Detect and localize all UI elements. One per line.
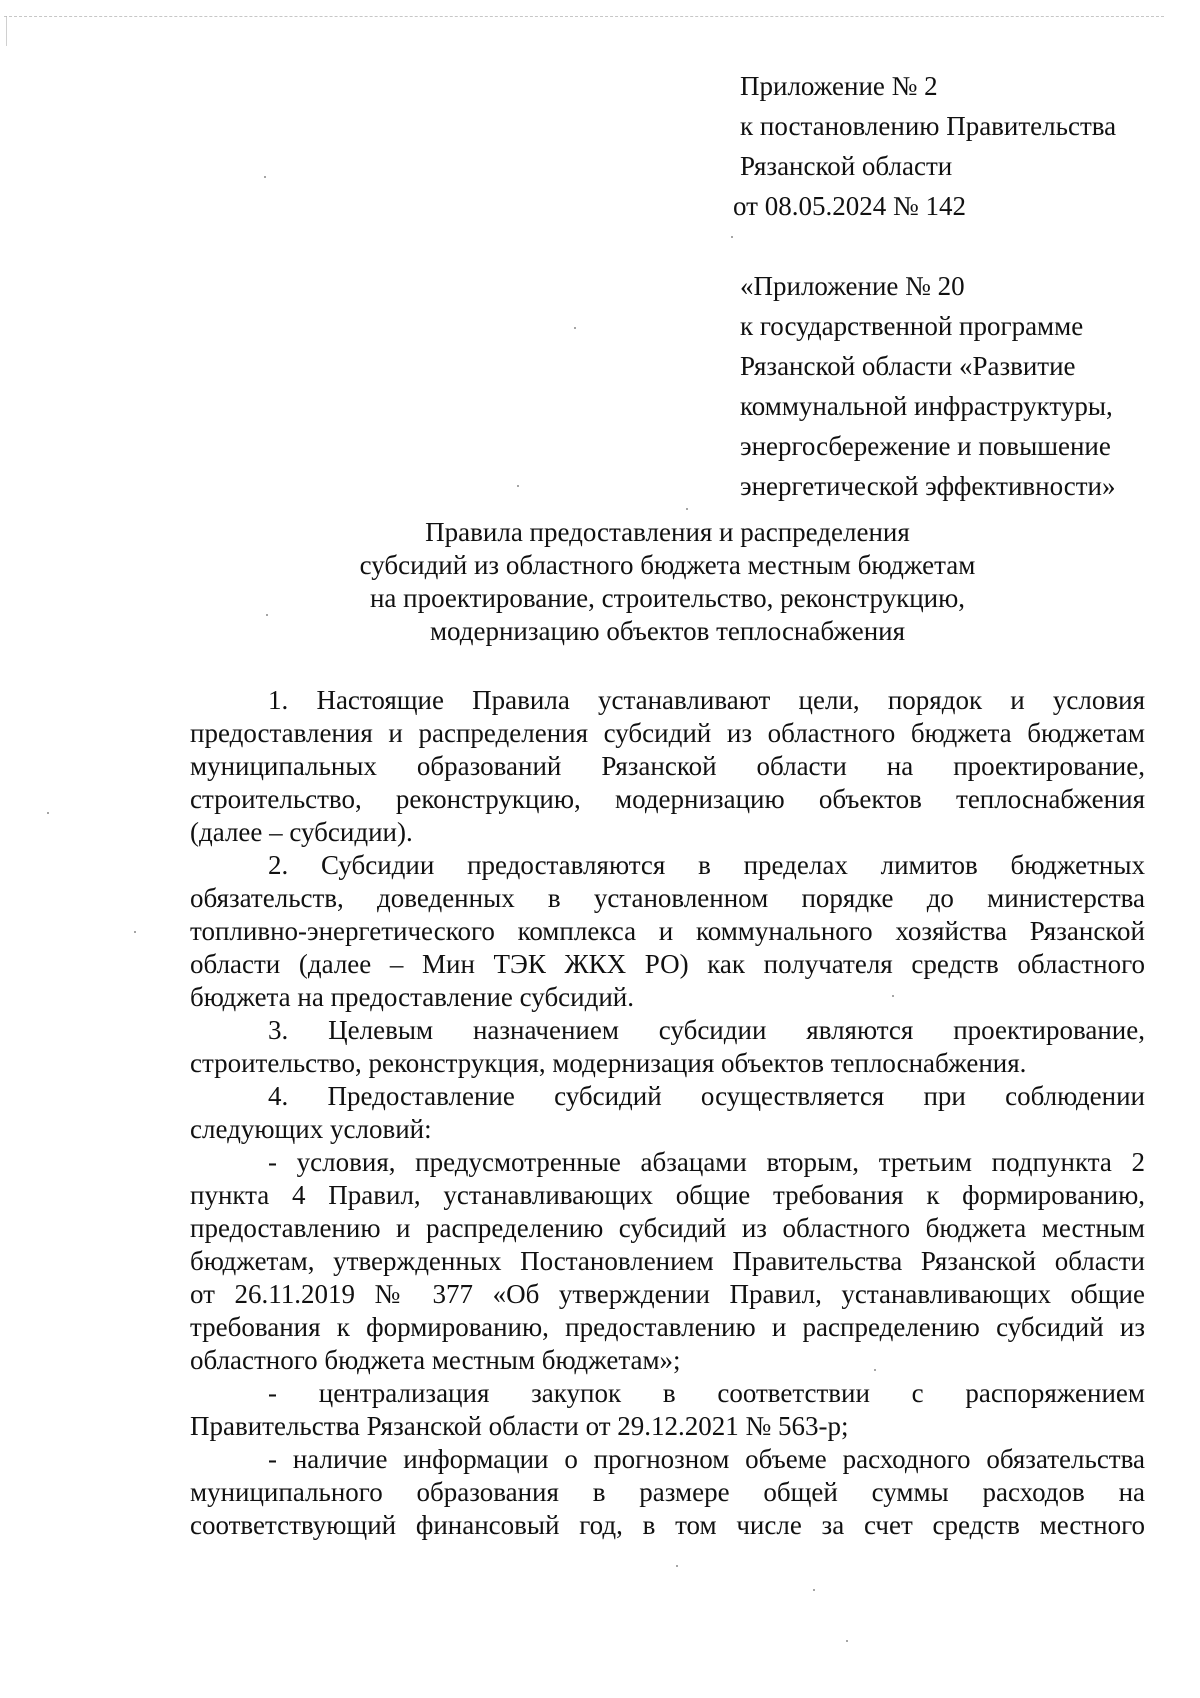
appendix-header [733, 66, 1180, 226]
document-title [190, 516, 1145, 648]
program-appendix-line: «Приложение № 20 [740, 271, 965, 301]
program-appendix-line: Рязанской области «Развитие [740, 351, 1076, 381]
scan-edge-mark [6, 16, 7, 46]
appendix-header-line: Приложение № 2 [740, 71, 938, 101]
document-body [190, 684, 1145, 1542]
condition-3-line: - наличие информации о прогнозном объеме расходного обязательства [268, 1444, 1145, 1474]
paragraph-1-line: (далее – субсидии). [190, 817, 413, 847]
scan-speck [676, 1565, 678, 1567]
appendix-header-line: Рязанской области [740, 151, 953, 181]
program-appendix-line: к государственной программе [740, 311, 1084, 341]
scan-speck [47, 812, 49, 814]
paragraph-2-line: области (далее – Мин ТЭК ЖКХ РО) как получателя средств областного [190, 949, 1145, 979]
title-line: модернизацию объектов теплоснабжения [429, 616, 906, 646]
paragraph-2-line: топливно-энергетического комплекса и коммунального хозяйства Рязанской [190, 916, 1145, 946]
condition-2-line: - централизация закупок в соответствии с распоряжением [268, 1378, 1145, 1408]
paragraph-2-line: обязательств, доведенных в установленном порядке до министерства [190, 883, 1145, 913]
paragraph-1-line: муниципальных образований Рязанской области на проектирование, [190, 751, 1145, 781]
scan-speck [134, 931, 136, 933]
scan-speck [574, 327, 576, 329]
paragraph-3-line: 3. Целевым назначением субсидии являются проектирование, [268, 1015, 1145, 1045]
scan-edge-line [4, 16, 1164, 17]
scan-speck [264, 176, 266, 178]
title-line: Правила предоставления и распределения [425, 517, 910, 547]
program-appendix-header [740, 266, 1180, 506]
title-line: субсидий из областного бюджета местным бюджетам [359, 550, 976, 580]
condition-1-line: от 26.11.2019 № 377 «Об утверждении Правил, устанавливающих общие [190, 1279, 1145, 1309]
paragraph-4-line: следующих условий: [190, 1114, 432, 1144]
appendix-header-date: от 08.05.2024 № 142 [733, 191, 966, 221]
scan-speck [686, 508, 688, 510]
condition-3-line: муниципального образования в размере общей суммы расходов на [190, 1477, 1145, 1507]
paragraph-3-line: строительство, реконструкция, модернизация объектов теплоснабжения. [190, 1048, 1027, 1078]
condition-1-line: областного бюджета местным бюджетам»; [190, 1345, 681, 1375]
program-appendix-line: коммунальной инфраструктуры, [740, 391, 1113, 421]
paragraph-1-line: предоставления и распределения субсидий из областного бюджета бюджетам [190, 718, 1145, 748]
scan-speck [517, 485, 519, 487]
scan-speck [813, 1589, 815, 1591]
condition-2-line: Правительства Рязанской области от 29.12.2021 № 563-р; [190, 1411, 849, 1441]
condition-1-line: - условия, предусмотренные абзацами вторым, третьим подпункта 2 [268, 1147, 1145, 1177]
condition-3-line: соответствующий финансовый год, в том числе за счет средств местного [190, 1510, 1145, 1540]
paragraph-2-line: бюджета на предоставление субсидий. [190, 982, 634, 1012]
scan-speck [731, 236, 733, 238]
condition-1-line: требования к формированию, предоставлению и распределению субсидий из [190, 1312, 1145, 1342]
title-line: на проектирование, строительство, реконструкцию, [369, 583, 966, 613]
program-appendix-line: энергетической эффективности» [740, 471, 1116, 501]
condition-1-line: предоставлению и распределению субсидий из областного бюджета местным [190, 1213, 1145, 1243]
scan-speck [846, 1640, 848, 1642]
paragraph-1-line: 1. Настоящие Правила устанавливают цели, порядок и условия [268, 685, 1145, 715]
paragraph-2-line: 2. Субсидии предоставляются в пределах лимитов бюджетных [268, 850, 1145, 880]
condition-1-line: пункта 4 Правил, устанавливающих общие требования к формированию, [190, 1180, 1145, 1210]
appendix-header-line: к постановлению Правительства [740, 111, 1117, 141]
condition-1-line: бюджетам, утвержденных Постановлением Правительства Рязанской области [190, 1246, 1145, 1276]
paragraph-4-line: 4. Предоставление субсидий осуществляется при соблюдении [268, 1081, 1145, 1111]
paragraph-1-line: строительство, реконструкцию, модернизацию объектов теплоснабжения [190, 784, 1145, 814]
program-appendix-line: энергосбережение и повышение [740, 431, 1111, 461]
